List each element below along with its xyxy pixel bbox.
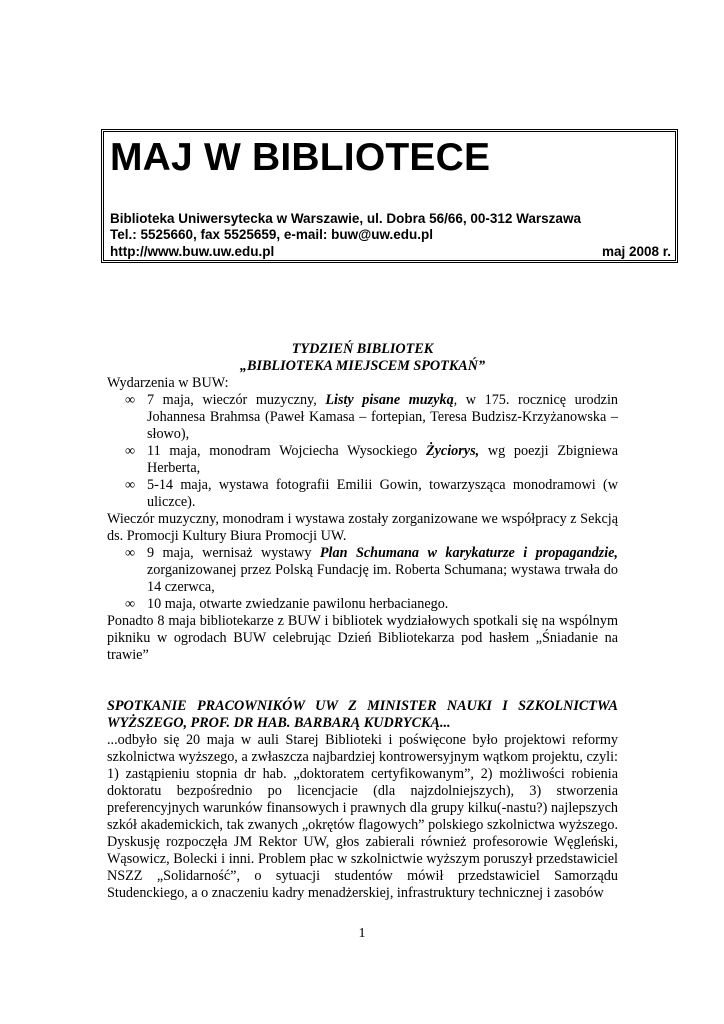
list-item: ∞ 11 maja, monodram Wojciecha Wysockiego Życiorys, wg poezji Zbigniewa Herberta, [125, 443, 618, 476]
infinity-bullet-icon: ∞ [125, 545, 136, 561]
section1-middle-paragraph: Wieczór muzyczny, monodram i wystawa zostały zorganizowane we współpracy z Sekcją ds. Promocji Kultury Biura Promocji UW. [107, 511, 618, 544]
issue-date: maj 2008 r. [601, 244, 671, 259]
section2-title: SPOTKANIE PRACOWNIKÓW UW Z MINISTER NAUKI I SZKOLNICTWA WYŻSZEGO, PROF. DR HAB. BARBARĄ KUDRYCKĄ... [107, 698, 618, 731]
article-content [107, 341, 618, 902]
section-spacer [107, 664, 618, 698]
newsletter-title: MAJ W BIBLIOTECE [110, 136, 491, 179]
list-item: ∞ 5-14 maja, wystawa fotografii Emilii Gowin, towarzysząca monodramowi (w uliczce). [125, 477, 618, 510]
section1-closing-paragraph: Ponadto 8 maja bibliotekarze z BUW i bibliotek wydziałowych spotkali się na wspólnym pikniku w ogrodach BUW celebrując Dzień Bibliotekarza pod hasłem „Śniadanie na trawie” [107, 613, 618, 663]
list-item: ∞ 7 maja, wieczór muzyczny, Listy pisane muzyką, w 175. rocznicę urodzin Johannesa Brahmsa (Paweł Kamasa – fortepian, Teresa Budzisz-Krzyżanowska – słowo), [125, 392, 618, 442]
infinity-bullet-icon: ∞ [125, 392, 136, 408]
section1-intro: Wydarzenia w BUW: [107, 375, 229, 391]
page-number: 1 [358, 926, 366, 941]
section1-title: TYDZIEŃ BIBLIOTEK [291, 341, 434, 357]
library-website-link[interactable]: http://www.buw.uw.edu.pl [110, 244, 275, 259]
infinity-bullet-icon: ∞ [125, 477, 136, 493]
list-item: ∞ 9 maja, wernisaż wystawy Plan Schumana w karykaturze i propagandzie, zorganizowanej przez Polską Fundację im. Roberta Schumana; wystawa trwała do 14 czerwca, [125, 545, 618, 595]
infinity-bullet-icon: ∞ [125, 443, 136, 459]
infinity-bullet-icon: ∞ [125, 596, 136, 612]
library-contact: Tel.: 5525660, fax 5525659, e-mail: buw@uw.edu.pl [110, 227, 434, 242]
masthead-box [101, 129, 678, 263]
section1-subtitle: „BIBLIOTEKA MIEJSCEM SPOTKAŃ” [239, 358, 486, 374]
section2-body: ...odbyło się 20 maja w auli Starej Biblioteki i poświęcone było projektowi reformy szkolnictwa wyższego, a zwłaszcza najbardziej kontrowersyjnym wątkom projektu, czyli: 1) zastąpieniu stopnia dr hab. „doktoratem certyfikowanym”, 2) możliwości robienia doktoratu bezpośrednio po licencjacie (dla najzdolniejszych), 3) stworzenia preferencyjnych warunków finansowych i prawnych dla grupy kilku(-nastu?) najlepszych szkół akademickich, tak zwanych „okrętów flagowych” polskiego szkolnictwa wyższego. Dyskusję rozpoczęła JM Rektor UW, głos zabierali również profesorowie Węgleński, Wąsowicz, Bolecki i inni. Problem płac w szkolnictwie wyższym poruszył przedstawiciel NSZZ „Solidarność”, o sytuacji studentów mówił przedstawiciel Samorządu Studenckiego, a o znaczeniu kadry menadżerskiej, infrastruktury technicznej i zasobów [107, 732, 618, 901]
list-item: ∞ 10 maja, otwarte zwiedzanie pawilonu herbacianego. [125, 596, 449, 612]
library-address: Biblioteka Uniwersytecka w Warszawie, ul. Dobra 56/66, 00-312 Warszawa [110, 211, 581, 226]
